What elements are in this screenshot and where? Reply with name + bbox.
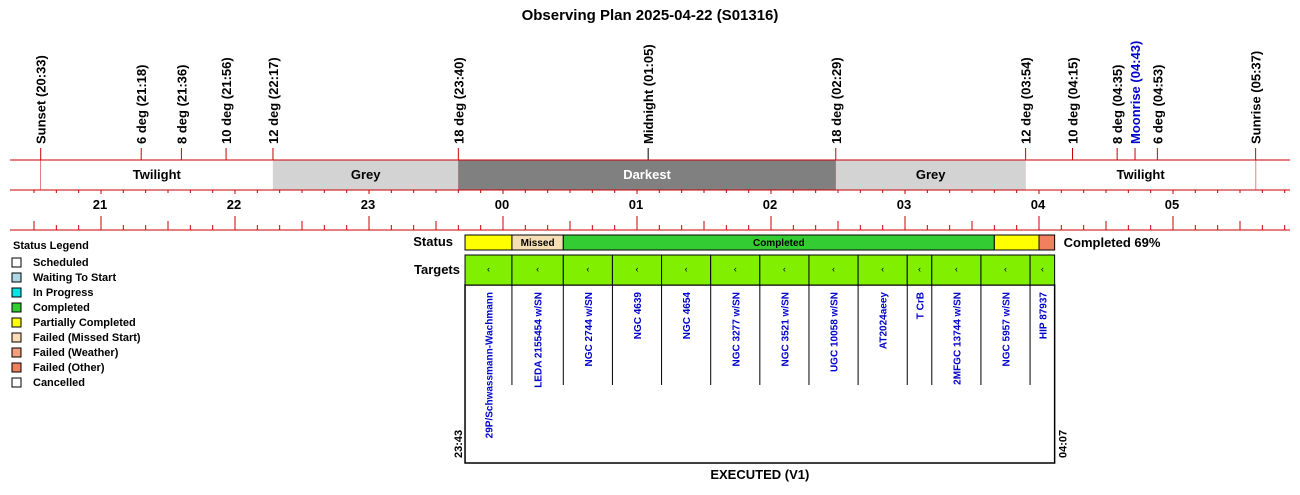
status-row-label: Status xyxy=(413,234,453,249)
legend-label: In Progress xyxy=(33,287,94,299)
legend-title: Status Legend xyxy=(13,240,89,252)
completion-summary: Completed 69% xyxy=(1063,235,1161,250)
legend-swatch xyxy=(12,348,21,357)
hour-label: 21 xyxy=(92,197,108,212)
legend-swatch xyxy=(12,333,21,342)
status-segment xyxy=(1039,235,1055,250)
target-marker-glyph: ‹ xyxy=(586,264,590,274)
event-label: 6 deg (04:53) xyxy=(1150,64,1166,144)
legend-swatch xyxy=(12,258,21,267)
target-marker-glyph: ‹ xyxy=(1040,264,1044,274)
target-name: NGC 4654 xyxy=(682,292,694,340)
phase-label: Grey xyxy=(915,167,946,182)
event-label: Sunrise (05:37) xyxy=(1248,50,1264,144)
targets-row-label: Targets xyxy=(414,262,460,277)
status-segment-label: Missed xyxy=(520,238,555,249)
event-label: Sunset (20:33) xyxy=(33,55,49,144)
chart-title: Observing Plan 2025-04-22 (S01316) xyxy=(521,7,779,24)
hour-label: 03 xyxy=(896,197,912,212)
target-marker-glyph: ‹ xyxy=(832,264,836,274)
event-label: 12 deg (22:17) xyxy=(265,57,281,144)
sky-phase-band xyxy=(10,160,1290,230)
phase-label: Darkest xyxy=(623,167,671,182)
target-name: HIP 87937 xyxy=(1038,292,1050,340)
status-row xyxy=(413,234,1161,250)
target-name: 2MFGC 13744 w/SN xyxy=(952,292,964,385)
hour-label: 23 xyxy=(360,197,376,212)
hour-label: 02 xyxy=(762,197,778,212)
target-marker-glyph: ‹ xyxy=(684,264,688,274)
legend-swatch xyxy=(12,273,21,282)
legend-swatch xyxy=(12,363,21,372)
target-marker-glyph: ‹ xyxy=(536,264,540,274)
target-marker-glyph: ‹ xyxy=(782,264,786,274)
target-marker-glyph: ‹ xyxy=(954,264,958,274)
legend-swatch xyxy=(12,303,21,312)
event-label: 8 deg (21:36) xyxy=(174,64,190,144)
phase-label: Twilight xyxy=(1116,167,1165,182)
target-name: NGC 3277 w/SN xyxy=(731,292,743,367)
hour-label: 22 xyxy=(226,197,242,212)
phase-label: Grey xyxy=(350,167,381,182)
legend-label: Failed (Missed Start) xyxy=(33,332,141,344)
legend-swatch xyxy=(12,378,21,387)
legend-label: Completed xyxy=(33,302,90,314)
legend-swatch xyxy=(12,318,21,327)
hour-label: 05 xyxy=(1164,197,1180,212)
event-label: 10 deg (21:56) xyxy=(219,57,235,144)
targets-end-time: 04:07 xyxy=(1057,429,1070,458)
phase-label: Twilight xyxy=(132,167,181,182)
target-marker-glyph: ‹ xyxy=(486,264,490,274)
hour-label: 04 xyxy=(1030,197,1046,212)
event-label: Moonrise (04:43) xyxy=(1128,40,1144,144)
legend-label: Failed (Weather) xyxy=(33,347,119,359)
target-marker-glyph: ‹ xyxy=(635,264,639,274)
event-label: 12 deg (03:54) xyxy=(1018,57,1034,144)
target-name: NGC 3521 w/SN xyxy=(780,292,792,367)
target-marker-glyph: ‹ xyxy=(733,264,737,274)
target-name: NGC 5957 w/SN xyxy=(1001,292,1013,367)
target-name: NGC 2744 w/SN xyxy=(583,292,595,367)
hour-label: 00 xyxy=(494,197,510,212)
event-label: Midnight (01:05) xyxy=(641,44,657,144)
targets-panel xyxy=(414,255,1070,482)
target-name: 29P/Schwassmann-Wachmann xyxy=(484,292,496,439)
legend-label: Scheduled xyxy=(33,257,89,269)
event-label: 10 deg (04:15) xyxy=(1065,57,1081,144)
status-segment-label: Completed xyxy=(752,238,805,249)
event-label: 18 deg (23:40) xyxy=(451,57,467,144)
target-name: LEDA 2155454 w/SN xyxy=(533,292,545,388)
legend-label: Failed (Other) xyxy=(33,362,105,374)
target-name: T CrB xyxy=(915,292,927,320)
target-marker-glyph: ‹ xyxy=(1004,264,1007,274)
status-segment xyxy=(994,235,1039,250)
target-marker-glyph: ‹ xyxy=(881,264,885,274)
hour-axis xyxy=(34,190,1285,230)
target-marker-glyph: ‹ xyxy=(918,264,922,274)
legend-label: Cancelled xyxy=(33,377,85,389)
status-legend xyxy=(12,240,141,389)
event-label: 6 deg (21:18) xyxy=(134,64,150,144)
status-segment xyxy=(465,235,512,250)
legend-label: Partially Completed xyxy=(33,317,136,329)
legend-swatch xyxy=(12,288,21,297)
hour-label: 01 xyxy=(628,197,644,212)
target-name: UGC 10058 w/SN xyxy=(829,292,841,373)
legend-label: Waiting To Start xyxy=(33,272,117,284)
event-label: 8 deg (04:35) xyxy=(1110,64,1126,144)
plan-state-footer: EXECUTED (V1) xyxy=(710,467,810,482)
targets-start-time: 23:43 xyxy=(453,429,466,458)
target-name: NGC 4639 xyxy=(633,292,644,340)
event-label: 18 deg (02:29) xyxy=(828,57,844,144)
target-name: AT2024aeey xyxy=(878,292,890,350)
